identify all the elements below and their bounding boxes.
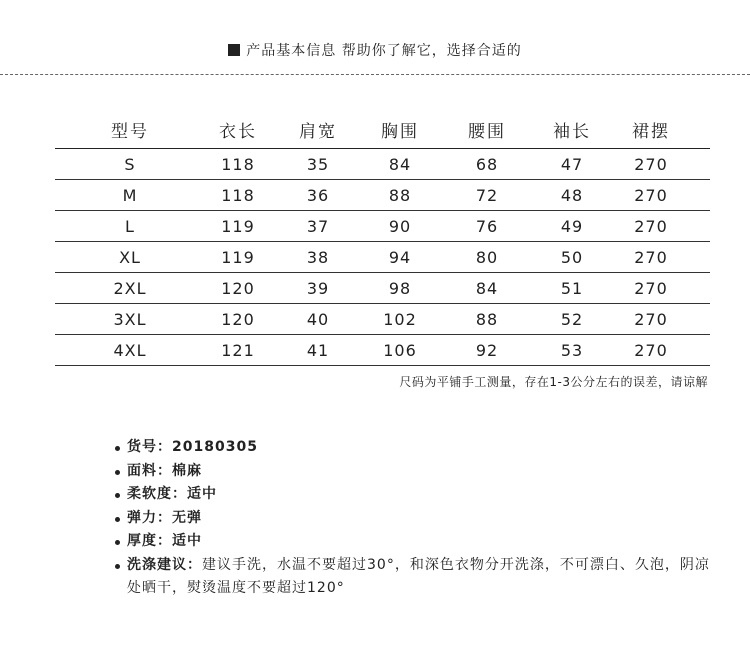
square-icon: [228, 44, 240, 56]
table-row: [55, 211, 710, 242]
detail-label: 洗涤建议：: [127, 556, 202, 573]
detail-value: 棉麻: [172, 462, 202, 479]
table-cell: 120: [221, 309, 255, 329]
table-cell: 88: [388, 185, 412, 205]
column-header: 型号: [111, 121, 149, 142]
table-cell: 38: [306, 247, 330, 267]
table-cell: 50: [560, 247, 584, 267]
table-cell: 102: [383, 309, 417, 329]
table-cell: 90: [388, 216, 412, 236]
detail-label: 货号：: [127, 439, 172, 455]
detail-label: 厚度：: [127, 533, 172, 549]
table-cell: 4XL: [113, 340, 147, 360]
detail-item: [113, 554, 713, 601]
table-cell: 119: [221, 247, 255, 267]
table-row: [55, 335, 710, 366]
column-header: 袖长: [553, 121, 591, 142]
detail-item: [113, 507, 713, 531]
table-cell: L: [125, 216, 135, 236]
table-cell: 72: [475, 185, 499, 205]
table-cell: 118: [221, 185, 255, 205]
table-cell: 270: [634, 340, 668, 360]
table-cell: 76: [475, 216, 499, 236]
table-cell: 94: [388, 247, 412, 267]
table-row: [55, 273, 710, 304]
table-cell: 270: [634, 278, 668, 298]
detail-item: [113, 530, 713, 554]
detail-label: 弹力：: [127, 509, 172, 526]
table-cell: 106: [383, 340, 417, 360]
table-cell: 40: [306, 309, 330, 329]
detail-label: 柔软度：: [127, 486, 187, 502]
table-cell: 53: [560, 340, 584, 360]
detail-value: 20180305: [172, 439, 258, 455]
detail-value: 适中: [172, 533, 202, 549]
table-cell: 270: [634, 247, 668, 267]
table-cell: 270: [634, 185, 668, 205]
column-header: 胸围: [381, 121, 419, 142]
table-cell: 68: [475, 154, 499, 174]
table-row: [55, 149, 710, 180]
table-cell: 2XL: [113, 278, 147, 298]
table-cell: 88: [475, 309, 499, 329]
table-cell: 41: [306, 340, 330, 360]
table-cell: 270: [634, 216, 668, 236]
table-row: [55, 180, 710, 211]
table-cell: 37: [306, 216, 330, 236]
column-header: 腰围: [468, 121, 506, 142]
table-cell: 80: [475, 247, 499, 267]
table-cell: S: [124, 154, 136, 174]
table-header-row: [55, 110, 710, 149]
section-header: [0, 40, 750, 60]
column-header: 裙摆: [632, 121, 670, 142]
detail-item: [113, 436, 713, 460]
table-cell: 119: [221, 216, 255, 236]
table-cell: 120: [221, 278, 255, 298]
column-header: 肩宽: [299, 121, 337, 142]
detail-label: 面料：: [127, 462, 172, 479]
measurement-note: 尺码为平铺手工测量，存在1-3公分左右的误差，请谅解: [399, 375, 708, 389]
table-cell: 51: [560, 278, 584, 298]
table-cell: 270: [634, 309, 668, 329]
table-cell: 118: [221, 154, 255, 174]
table-cell: 121: [221, 340, 255, 360]
table-cell: 49: [560, 216, 584, 236]
table-cell: 35: [306, 154, 330, 174]
table-cell: 3XL: [113, 309, 147, 329]
table-cell: 92: [475, 340, 499, 360]
section-title: 产品基本信息 帮助你了解它，选择合适的: [246, 43, 522, 59]
detail-value: 建议手洗，水温不要超过30°，和深色衣物分开洗涤，不可漂白、久泡，阴凉处晒干，熨烫温度不要超过120°: [127, 556, 710, 596]
table-cell: 52: [560, 309, 584, 329]
table-cell: 84: [475, 278, 499, 298]
detail-value: 无弹: [172, 509, 202, 526]
table-cell: 270: [634, 154, 668, 174]
table-row: [55, 242, 710, 273]
table-cell: M: [122, 185, 138, 205]
table-cell: 39: [306, 278, 330, 298]
detail-item: [113, 460, 713, 484]
dotted-divider: [0, 74, 750, 75]
table-cell: 36: [306, 185, 330, 205]
column-header: 衣长: [219, 121, 257, 142]
detail-item: [113, 483, 713, 507]
table-cell: 98: [388, 278, 412, 298]
detail-value: 适中: [187, 486, 217, 502]
table-cell: 47: [560, 154, 584, 174]
table-cell: XL: [119, 247, 141, 267]
table-cell: 84: [388, 154, 412, 174]
table-row: [55, 304, 710, 335]
table-cell: 48: [560, 185, 584, 205]
size-table: [55, 110, 710, 366]
product-details: [113, 436, 713, 601]
